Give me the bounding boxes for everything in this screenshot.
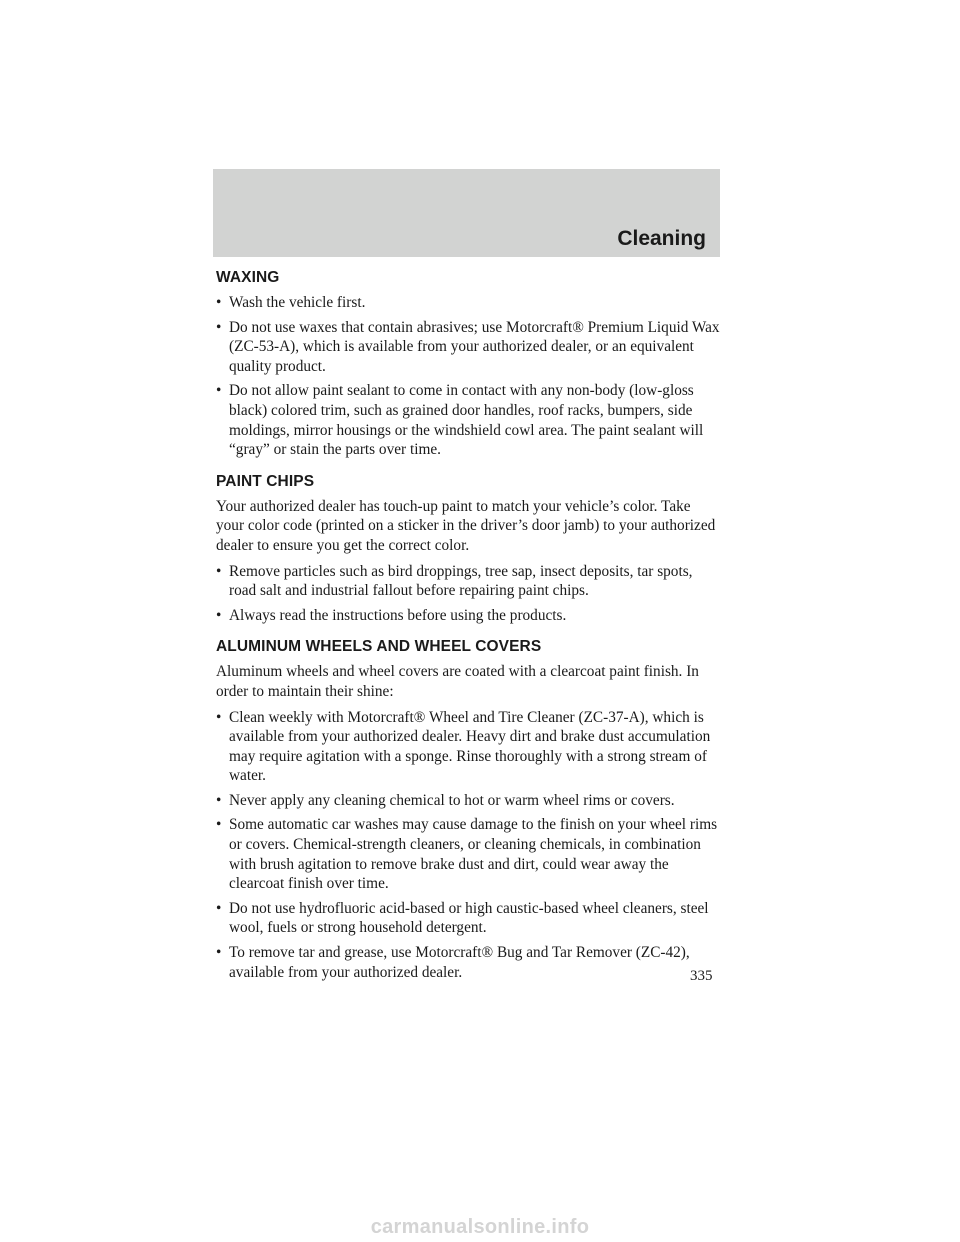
list-item-text: Some automatic car washes may cause damage to the finish on your wheel rims or covers. Chemical-strength cleaners, or cleaning chemicals, in combination with brush agitation to remove brake dust and dirt, could wear away the clearcoat finish over time.	[229, 816, 718, 893]
bullet-list	[216, 562, 721, 626]
section-title: Cleaning	[617, 227, 706, 250]
list-item	[216, 381, 721, 459]
list-item	[216, 943, 721, 982]
section-paint-chips	[216, 473, 721, 626]
bullet-icon: •	[216, 708, 222, 726]
bullet-icon: •	[216, 382, 222, 400]
bullet-icon: •	[216, 562, 222, 580]
list-item-text: Do not use waxes that contain abrasives; use Motorcraft® Premium Liquid Wax (ZC-53-A), which is available from your authorized dealer, or an equivalent quality product.	[229, 318, 720, 375]
list-item	[216, 899, 721, 938]
bullet-icon: •	[216, 816, 222, 834]
section-aluminum-wheels-and-wheel-covers	[216, 638, 721, 982]
section-heading: PAINT CHIPS	[216, 472, 315, 490]
list-item-text: Always read the instructions before using the products.	[229, 606, 567, 624]
list-item-text: Do not use hydrofluoric acid-based or high caustic-based wheel cleaners, steel wool, fuels or strong household detergent.	[229, 899, 709, 937]
list-item-text: Wash the vehicle first.	[229, 294, 366, 311]
bullet-icon: •	[216, 899, 222, 917]
list-item-text: Never apply any cleaning chemical to hot or warm wheel rims or covers.	[229, 791, 675, 809]
section-waxing	[216, 269, 721, 460]
paragraph: Your authorized dealer has touch-up paint to match your vehicle’s color. Take your color code (printed on a sticker in the driver’s door jamb) to your authorized dealer to ensure you get the correct color.	[216, 497, 716, 554]
list-item-text: Remove particles such as bird droppings, tree sap, insect deposits, tar spots, road salt and industrial fallout before repairing paint chips.	[229, 562, 693, 600]
bullet-icon: •	[216, 606, 222, 624]
section-heading: WAXING	[216, 269, 280, 286]
list-item	[216, 815, 721, 893]
bullet-list	[216, 708, 721, 983]
section-heading: ALUMINUM WHEELS AND WHEEL COVERS	[216, 638, 542, 656]
section-header-band	[213, 169, 720, 257]
watermark: carmanualsonline.info	[370, 1216, 590, 1238]
bullet-icon: •	[216, 944, 222, 962]
paragraph: Aluminum wheels and wheel covers are coated with a clearcoat paint finish. In order to maintain their shine:	[216, 663, 699, 700]
list-item	[216, 318, 721, 377]
bullet-list	[216, 293, 721, 460]
list-item	[216, 791, 721, 811]
list-item	[216, 562, 721, 601]
list-item	[216, 293, 721, 313]
list-item	[216, 708, 721, 786]
list-item	[216, 606, 721, 626]
bullet-icon: •	[216, 294, 222, 311]
page-content	[216, 269, 721, 995]
list-item-text: Do not allow paint sealant to come in contact with any non-body (low-gloss black) colored trim, such as grained door handles, roof racks, bumpers, side moldings, mirror housings or the windshield cowl area. The paint sealant will “gray” or stain the parts over time.	[229, 382, 704, 459]
bullet-icon: •	[216, 791, 222, 809]
list-item-text: Clean weekly with Motorcraft® Wheel and Tire Cleaner (ZC-37-A), which is available from your authorized dealer. Heavy dirt and brake dust accumulation may require agitation with a sponge. Rinse thoroughly with a strong stream of water.	[229, 708, 711, 785]
bullet-icon: •	[216, 318, 222, 336]
page-number: 335	[690, 968, 713, 984]
list-item-text: To remove tar and grease, use Motorcraft® Bug and Tar Remover (ZC-42), available from your authorized dealer.	[229, 944, 690, 981]
